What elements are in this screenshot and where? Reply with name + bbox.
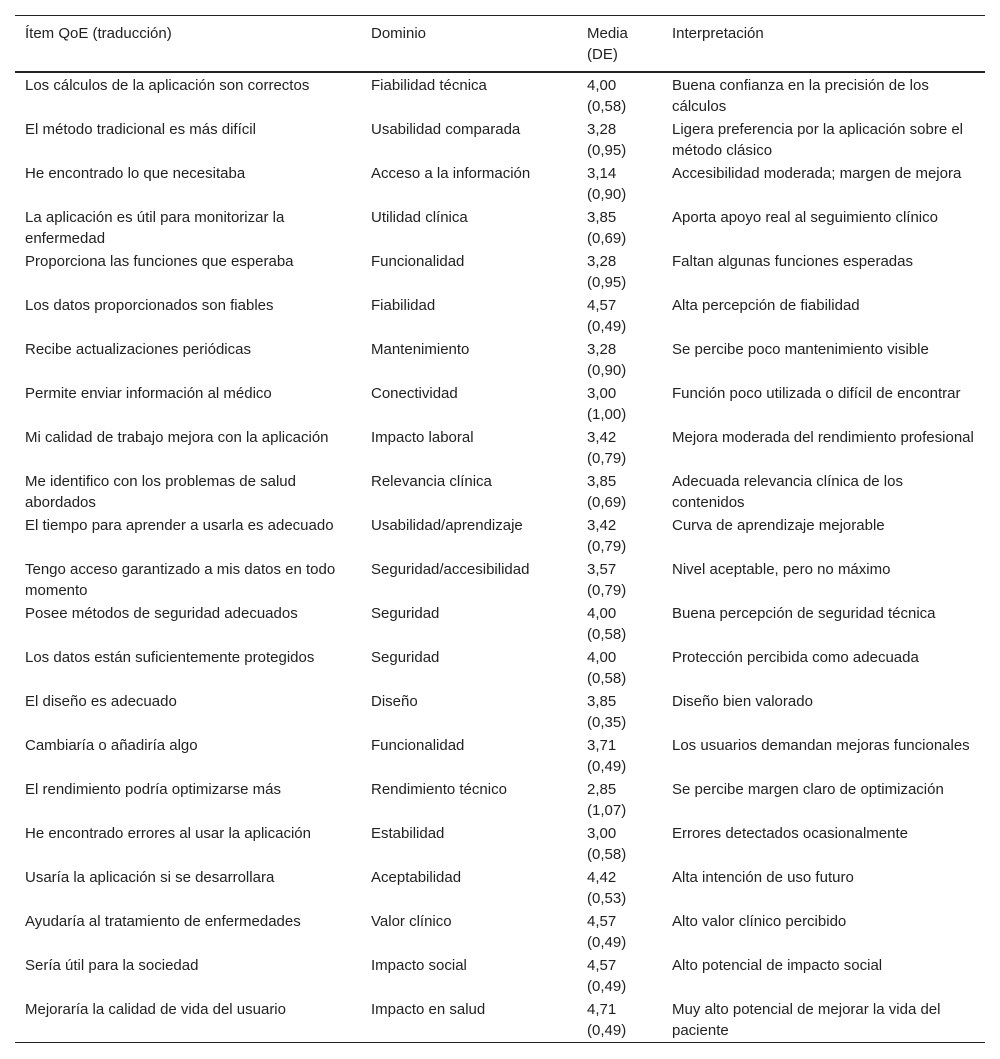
header-mean: Media (DE) <box>587 25 628 63</box>
cell-item: Usaría la aplicación si se desarrollara <box>25 869 275 886</box>
table-row <box>15 338 985 382</box>
cell-mean: 4,71 (0,49) <box>587 1001 627 1039</box>
cell-mean: 3,57 (0,79) <box>587 561 627 599</box>
cell-mean: 3,00 (1,00) <box>587 385 627 423</box>
table-row <box>15 602 985 646</box>
cell-item: El rendimiento podría optimizarse más <box>25 781 281 798</box>
cell-item: Mi calidad de trabajo mejora con la aplicación <box>25 429 329 446</box>
cell-interpretation: Los usuarios demandan mejoras funcionales <box>672 737 970 754</box>
cell-domain: Rendimiento técnico <box>371 781 507 798</box>
cell-mean: 4,57 (0,49) <box>587 957 627 995</box>
table-row <box>15 910 985 954</box>
table-row <box>15 206 985 250</box>
cell-item: Tengo acceso garantizado a mis datos en todo momento <box>25 561 336 599</box>
cell-item: La aplicación es útil para monitorizar la enfermedad <box>25 209 285 247</box>
cell-item: Los cálculos de la aplicación son correctos <box>25 77 310 94</box>
header-domain: Dominio <box>371 25 427 42</box>
cell-domain: Mantenimiento <box>371 341 470 358</box>
cell-domain: Valor clínico <box>371 913 452 930</box>
cell-interpretation: Alta intención de uso futuro <box>672 869 854 886</box>
cell-interpretation: Curva de aprendizaje mejorable <box>672 517 885 534</box>
table-row <box>15 558 985 602</box>
table-row <box>15 646 985 690</box>
cell-interpretation: Alto potencial de impacto social <box>672 957 883 974</box>
cell-item: El método tradicional es más difícil <box>25 121 256 138</box>
table-row <box>15 778 985 822</box>
cell-interpretation: Alta percepción de fiabilidad <box>672 297 860 314</box>
cell-interpretation: Diseño bien valorado <box>672 693 813 710</box>
cell-interpretation: Alto valor clínico percibido <box>672 913 847 930</box>
header-row <box>15 16 985 73</box>
cell-interpretation: Aporta apoyo real al seguimiento clínico <box>672 209 938 226</box>
table-row <box>15 470 985 514</box>
cell-mean: 4,00 (0,58) <box>587 649 627 687</box>
cell-domain: Aceptabilidad <box>371 869 462 886</box>
cell-domain: Impacto social <box>371 957 467 974</box>
cell-interpretation: Adecuada relevancia clínica de los contenidos <box>672 473 903 511</box>
cell-mean: 4,42 (0,53) <box>587 869 627 907</box>
cell-interpretation: Función poco utilizada o difícil de encontrar <box>672 385 961 402</box>
cell-mean: 3,28 (0,95) <box>587 253 627 291</box>
cell-domain: Seguridad/accesibilidad <box>371 561 530 578</box>
cell-mean: 4,57 (0,49) <box>587 297 627 335</box>
cell-item: El diseño es adecuado <box>25 693 177 710</box>
cell-interpretation: Buena percepción de seguridad técnica <box>672 605 936 622</box>
cell-item: El tiempo para aprender a usarla es adecuado <box>25 517 334 534</box>
cell-mean: 3,42 (0,79) <box>587 517 627 555</box>
cell-mean: 3,00 (0,58) <box>587 825 627 863</box>
cell-mean: 3,85 (0,69) <box>587 473 627 511</box>
table-row <box>15 690 985 734</box>
cell-mean: 3,28 (0,90) <box>587 341 627 379</box>
cell-domain: Funcionalidad <box>371 737 465 754</box>
cell-mean: 3,42 (0,79) <box>587 429 627 467</box>
table-row <box>15 118 985 162</box>
table-row <box>15 998 985 1043</box>
cell-interpretation: Faltan algunas funciones esperadas <box>672 253 913 270</box>
table-row <box>15 294 985 338</box>
cell-interpretation: Accesibilidad moderada; margen de mejora <box>672 165 962 182</box>
cell-domain: Impacto laboral <box>371 429 474 446</box>
cell-item: Los datos están suficientemente protegidos <box>25 649 315 666</box>
cell-item: Los datos proporcionados son fiables <box>25 297 274 314</box>
cell-mean: 4,00 (0,58) <box>587 605 627 643</box>
qoe-table <box>15 15 985 1043</box>
cell-item: Me identifico con los problemas de salud abordados <box>25 473 296 511</box>
cell-domain: Usabilidad/aprendizaje <box>371 517 523 534</box>
cell-mean: 3,71 (0,49) <box>587 737 627 775</box>
cell-domain: Estabilidad <box>371 825 445 842</box>
table-body <box>15 72 985 1043</box>
table-row <box>15 954 985 998</box>
cell-interpretation: Mejora moderada del rendimiento profesional <box>672 429 974 446</box>
cell-interpretation: Ligera preferencia por la aplicación sobre el método clásico <box>672 121 964 159</box>
cell-interpretation: Muy alto potencial de mejorar la vida del paciente <box>672 1001 941 1039</box>
cell-item: Posee métodos de seguridad adecuados <box>25 605 298 622</box>
cell-item: Ayudaría al tratamiento de enfermedades <box>25 913 301 930</box>
cell-item: Cambiaría o añadiría algo <box>25 737 198 754</box>
cell-domain: Funcionalidad <box>371 253 465 270</box>
table-header <box>15 16 985 73</box>
cell-mean: 2,85 (1,07) <box>587 781 627 819</box>
table-row <box>15 426 985 470</box>
cell-interpretation: Nivel aceptable, pero no máximo <box>672 561 891 578</box>
table-row <box>15 382 985 426</box>
cell-mean: 3,14 (0,90) <box>587 165 627 203</box>
qoe-table-container <box>15 15 985 1043</box>
cell-interpretation: Se percibe margen claro de optimización <box>672 781 944 798</box>
cell-item: He encontrado lo que necesitaba <box>25 165 246 182</box>
cell-domain: Relevancia clínica <box>371 473 492 490</box>
table-row <box>15 514 985 558</box>
cell-item: He encontrado errores al usar la aplicación <box>25 825 311 842</box>
cell-interpretation: Protección percibida como adecuada <box>672 649 919 666</box>
cell-domain: Utilidad clínica <box>371 209 468 226</box>
cell-item: Sería útil para la sociedad <box>25 957 199 974</box>
cell-domain: Acceso a la información <box>371 165 531 182</box>
cell-domain: Usabilidad comparada <box>371 121 521 138</box>
cell-item: Proporciona las funciones que esperaba <box>25 253 294 270</box>
cell-item: Permite enviar información al médico <box>25 385 272 402</box>
cell-item: Recibe actualizaciones periódicas <box>25 341 251 358</box>
cell-domain: Seguridad <box>371 605 440 622</box>
cell-mean: 4,57 (0,49) <box>587 913 627 951</box>
cell-item: Mejoraría la calidad de vida del usuario <box>25 1001 286 1018</box>
table-row <box>15 822 985 866</box>
table-row <box>15 734 985 778</box>
table-row <box>15 162 985 206</box>
cell-mean: 3,28 (0,95) <box>587 121 627 159</box>
cell-mean: 3,85 (0,35) <box>587 693 627 731</box>
table-row <box>15 250 985 294</box>
cell-interpretation: Se percibe poco mantenimiento visible <box>672 341 929 358</box>
cell-mean: 3,85 (0,69) <box>587 209 627 247</box>
cell-interpretation: Errores detectados ocasionalmente <box>672 825 908 842</box>
cell-domain: Diseño <box>371 693 418 710</box>
cell-domain: Fiabilidad <box>371 297 436 314</box>
cell-interpretation: Buena confianza en la precisión de los cálculos <box>672 77 929 115</box>
header-interpretation: Interpretación <box>672 25 764 42</box>
table-row <box>15 72 985 118</box>
cell-domain: Impacto en salud <box>371 1001 486 1018</box>
cell-domain: Conectividad <box>371 385 458 402</box>
header-item: Ítem QoE (traducción) <box>25 25 172 42</box>
cell-domain: Fiabilidad técnica <box>371 77 487 94</box>
cell-domain: Seguridad <box>371 649 440 666</box>
table-row <box>15 866 985 910</box>
cell-mean: 4,00 (0,58) <box>587 77 627 115</box>
